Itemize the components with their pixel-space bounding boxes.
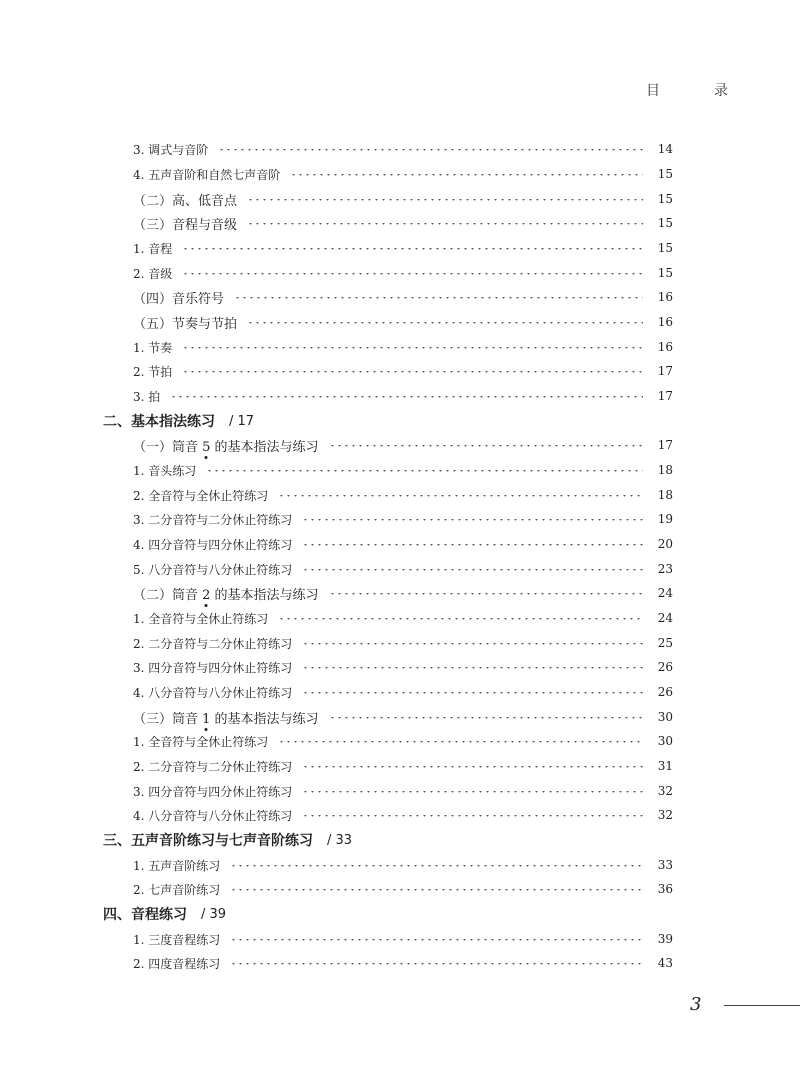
toc-entry-title: 2. 全音符与全休止符练习 <box>133 488 269 503</box>
toc-leader-dots <box>234 297 643 300</box>
toc-entry-page: 15 <box>657 241 673 255</box>
toc-entry-title: 2. 四度音程练习 <box>133 956 221 971</box>
toc-leader-dots <box>247 223 643 226</box>
toc-entry[interactable] <box>133 606 673 630</box>
toc-entry-page: 36 <box>657 882 673 896</box>
toc-entry-page: 15 <box>657 192 673 206</box>
toc-entry-page: 43 <box>657 956 673 970</box>
toc-entry-title: （三）筒音 1 的基本指法与练习 <box>133 711 319 727</box>
toc-entry[interactable] <box>133 853 673 877</box>
toc-entry-title: 1. 音程 <box>133 241 173 256</box>
toc-section-heading[interactable] <box>103 409 663 433</box>
toc-leader-dots <box>329 717 643 720</box>
toc-leader-dots <box>230 939 643 942</box>
toc-leader-dots <box>329 593 643 596</box>
toc-entry-title: 1. 五声音阶练习 <box>133 858 221 873</box>
toc-entry-title: 2. 音级 <box>133 266 173 281</box>
toc-entry[interactable] <box>133 187 673 211</box>
toc-entry[interactable] <box>133 137 673 161</box>
toc-entry[interactable] <box>133 458 673 482</box>
toc-section-title: 四、音程练习 <box>103 907 187 923</box>
toc-entry[interactable] <box>133 705 673 729</box>
toc-section-title: 二、基本指法练习 <box>103 414 215 430</box>
toc-leader-dots <box>206 470 643 473</box>
toc-entry-page: 15 <box>657 216 673 230</box>
toc-section-title: 三、五声音阶练习与七声音阶练习 <box>103 833 313 849</box>
page-number-rule <box>724 1005 800 1006</box>
toc-entry-title: 3. 四分音符与四分休止符练习 <box>133 784 293 799</box>
toc-entry-page: 32 <box>657 784 673 798</box>
toc-entry[interactable] <box>133 877 673 901</box>
toc-entry-title: 3. 拍 <box>133 389 161 404</box>
toc-section-heading[interactable] <box>103 902 663 926</box>
toc-entry-title: 2. 七声音阶练习 <box>133 882 221 897</box>
page-number: 3 <box>690 994 702 1015</box>
toc-entry-title: （二）筒音 2 的基本指法与练习 <box>133 587 319 603</box>
toc-entry-title: （四）音乐符号 <box>133 291 225 307</box>
toc-entry[interactable] <box>133 236 673 260</box>
toc-entry-page: 26 <box>657 685 673 699</box>
toc-entry-page: 16 <box>657 340 673 354</box>
toc-entry-page: 18 <box>657 488 673 502</box>
toc-leader-dots <box>278 618 643 621</box>
toc-entry-title: （二）高、低音点 <box>133 193 238 209</box>
toc-leader-dots <box>302 791 643 794</box>
toc-leader-dots <box>302 766 643 769</box>
toc-entry-page: 16 <box>657 290 673 304</box>
toc-leader-dots <box>302 544 643 547</box>
toc-entry-page: 24 <box>657 611 673 625</box>
toc-entry-title: 1. 三度音程练习 <box>133 932 221 947</box>
toc-entry-title: 4. 四分音符与四分休止符练习 <box>133 537 293 552</box>
toc-entry-page: 17 <box>657 438 673 452</box>
toc-leader-dots <box>182 371 643 374</box>
toc-leader-dots <box>247 199 643 202</box>
toc-leader-dots <box>290 174 643 177</box>
toc-leader-dots <box>302 815 643 818</box>
toc-entry-title: （五）节奏与节拍 <box>133 316 238 332</box>
toc-leader-dots <box>278 741 643 744</box>
toc-entry[interactable] <box>133 557 673 581</box>
toc-entry-title: 3. 调式与音阶 <box>133 142 209 157</box>
toc-leader-dots <box>302 667 643 670</box>
toc-entry[interactable] <box>133 433 673 457</box>
toc-leader-dots <box>182 248 643 251</box>
toc-entry-title: （一）筒音 5 的基本指法与练习 <box>133 439 319 455</box>
toc-leader-dots <box>302 692 643 695</box>
toc-leader-dots <box>182 347 643 350</box>
toc-entry[interactable] <box>133 631 673 655</box>
toc-entry-title: 1. 音头练习 <box>133 463 197 478</box>
toc-entry[interactable] <box>133 680 673 704</box>
toc-entry-page: 39 <box>657 932 673 946</box>
toc-entry-title: 2. 二分音符与二分休止符练习 <box>133 636 293 651</box>
toc-entry-page: 19 <box>657 512 673 526</box>
toc-entry-page: 26 <box>657 660 673 674</box>
toc-entry-title: 1. 全音符与全休止符练习 <box>133 611 269 626</box>
jianpu-note-low: 5 <box>202 439 211 455</box>
toc-entry[interactable] <box>133 359 673 383</box>
toc-leader-dots <box>170 396 643 399</box>
toc-entry[interactable] <box>133 507 673 531</box>
toc-entry-title: 3. 二分音符与二分休止符练习 <box>133 512 293 527</box>
toc-section-page: / 39 <box>201 906 227 922</box>
toc-section-page: / 33 <box>327 832 353 848</box>
toc-entry-title: 3. 四分音符与四分休止符练习 <box>133 660 293 675</box>
toc-leader-dots <box>230 865 643 868</box>
toc-leader-dots <box>218 149 643 152</box>
toc-entry[interactable] <box>133 581 673 605</box>
toc-entry-page: 14 <box>657 142 673 156</box>
toc-entry[interactable] <box>133 927 673 951</box>
toc-entry-title: 4. 五声音阶和自然七声音阶 <box>133 167 281 182</box>
toc-entry-page: 16 <box>657 315 673 329</box>
toc-leader-dots <box>230 963 643 966</box>
toc-leader-dots <box>302 643 643 646</box>
toc-section-page: / 17 <box>229 413 255 429</box>
toc-entry-title: 2. 节拍 <box>133 364 173 379</box>
toc-entry[interactable] <box>133 310 673 334</box>
toc-leader-dots <box>302 569 643 572</box>
toc-leader-dots <box>230 889 643 892</box>
toc-entry-title: （三）音程与音级 <box>133 217 238 233</box>
toc-leader-dots <box>182 273 643 276</box>
toc-entry-title: 4. 八分音符与八分休止符练习 <box>133 808 293 823</box>
toc-entry[interactable] <box>133 384 673 408</box>
toc-entry[interactable] <box>133 335 673 359</box>
toc-leader-dots <box>278 495 643 498</box>
toc-entry-page: 32 <box>657 808 673 822</box>
toc-leader-dots <box>247 322 643 325</box>
toc-entry-page: 33 <box>657 858 673 872</box>
toc-entry-page: 24 <box>657 586 673 600</box>
toc-entry[interactable] <box>133 261 673 285</box>
toc-entry-title: 1. 全音符与全休止符练习 <box>133 734 269 749</box>
toc-entry-title: 2. 二分音符与二分休止符练习 <box>133 759 293 774</box>
toc-entry[interactable] <box>133 729 673 753</box>
toc-entry-title: 5. 八分音符与八分休止符练习 <box>133 562 293 577</box>
toc-entry[interactable] <box>133 779 673 803</box>
toc-entry-page: 20 <box>657 537 673 551</box>
toc-entry[interactable] <box>133 532 673 556</box>
toc-entry[interactable] <box>133 754 673 778</box>
toc-entry[interactable] <box>133 655 673 679</box>
toc-entry[interactable] <box>133 211 673 235</box>
toc-entry-page: 25 <box>657 636 673 650</box>
jianpu-note-low: 1 <box>202 711 211 727</box>
toc-entry[interactable] <box>133 162 673 186</box>
toc-entry-title: 1. 节奏 <box>133 340 173 355</box>
toc-entry[interactable] <box>133 483 673 507</box>
toc-entry-page: 30 <box>657 710 673 724</box>
toc-entry-page: 15 <box>657 266 673 280</box>
toc-entry-page: 31 <box>657 759 673 773</box>
jianpu-note-low: 2 <box>202 587 211 603</box>
toc-entry[interactable] <box>133 285 673 309</box>
toc-entry-title: 4. 八分音符与八分休止符练习 <box>133 685 293 700</box>
toc-section-heading[interactable] <box>103 828 663 852</box>
toc-entry[interactable] <box>133 951 673 975</box>
toc-entry[interactable] <box>133 803 673 827</box>
toc-entry-page: 18 <box>657 463 673 477</box>
toc-entry-page: 15 <box>657 167 673 181</box>
toc-leader-dots <box>302 519 643 522</box>
toc-leader-dots <box>329 445 643 448</box>
toc-entry-page: 23 <box>657 562 673 576</box>
toc-entry-page: 30 <box>657 734 673 748</box>
toc-entry-page: 17 <box>657 364 673 378</box>
page-header-title: 目 录 <box>646 83 748 99</box>
toc-entry-page: 17 <box>657 389 673 403</box>
